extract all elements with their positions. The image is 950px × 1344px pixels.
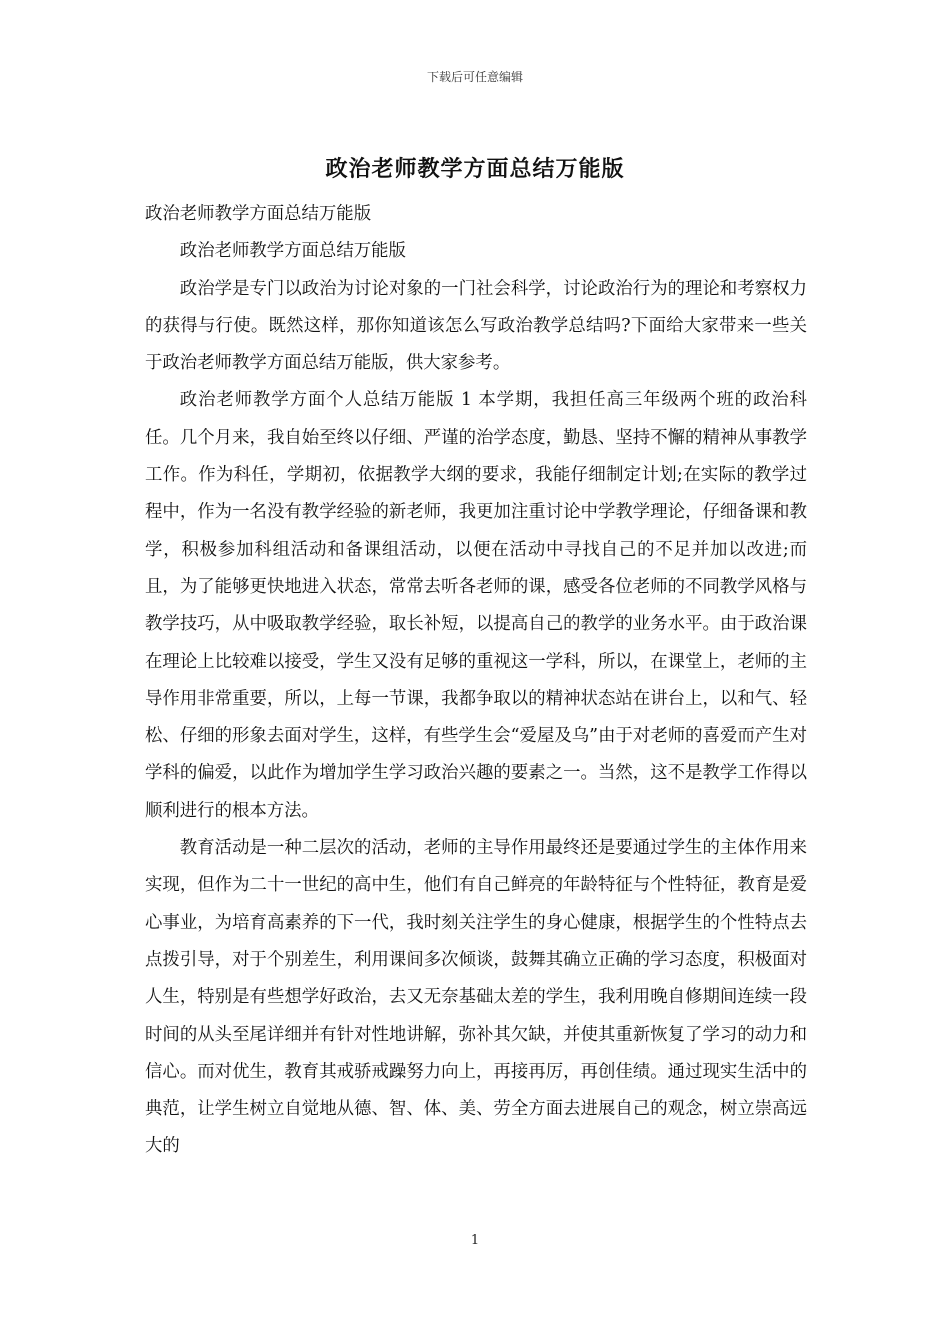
- paragraph-intro: 政治学是专门以政治为讨论对象的一门社会科学，讨论政治行为的理论和考察权力的获得与行使。既然这样，那你知道该怎么写政治教学总结吗?下面给大家带来一些关于政治老师教学方面总结万能版，供大家参考。: [145, 278, 807, 374]
- document-title: 政治老师教学方面总结万能版: [325, 156, 625, 182]
- paragraph-summary-1: 政治老师教学方面个人总结万能版 1 本学期，我担任高三年级两个班的政治科任。几个月来，我自始至终以仔细、严谨的治学态度，勤恳、坚持不懈的精神从事教学工作。作为科任，学期初，依据教学大纲的要求，我能仔细制定计划;在实际的教学过程中，作为一名没有教学经验的新老师，我更加注重讨论中学教学理论，仔细备课和教学，积极参加科组活动和备课组活动，以便在活动中寻找自己的不足并加以改进;而且，为了能够更快地进入状态，常常去听各老师的课，感受各位老师的不同教学风格与教学技巧，从中吸取教学经验，取长补短，以提高自己的教学的业务水平。由于政治课在理论上比较难以接受，学生又没有足够的重视这一学科，所以，在课堂上，老师的主导作用非常重要，所以，上每一节课，我都争取以的精神状态站在讲台上，以和气、轻松、仔细的形象去面对学生，这样，有些学生会“爱屋及乌”由于对老师的喜爱而产生对学科的偏爱，以此作为增加学生学习政治兴趣的要素之一。当然，这不是教学工作得以顺利进行的根本方法。: [145, 390, 807, 821]
- subtitle-line-indented: 政治老师教学方面总结万能版: [179, 241, 406, 262]
- subtitle-line: 政治老师教学方面总结万能版: [145, 204, 372, 224]
- page-number: 1: [470, 1233, 480, 1248]
- document-body: [145, 196, 807, 1166]
- paragraph-education: 教育活动是一种二层次的活动，老师的主导作用最终还是要通过学生的主体作用来实现，但作为二十一世纪的高中生，他们有自己鲜亮的年龄特征与个性特征，教育是爱心事业，为培育高素养的下一代，我时刻关注学生的身心健康，根据学生的个性特点去点拨引导，对于个别差生，利用课间多次倾谈，鼓舞其确立正确的学习态度，积极面对人生，特别是有些想学好政治，去又无奈基础太差的学生，我利用晚自修期间连续一段时间的从头至尾详细并有针对性地讲解，弥补其欠缺，并使其重新恢复了学习的动力和信心。而对优生，教育其戒骄戒躁努力向上，再接再厉，再创佳绩。通过现实生活中的典范，让学生树立自觉地从德、智、体、美、劳全方面去进展自己的观念，树立崇高远大的: [145, 838, 807, 1157]
- page-header-note: 下载后可任意编辑: [426, 70, 523, 84]
